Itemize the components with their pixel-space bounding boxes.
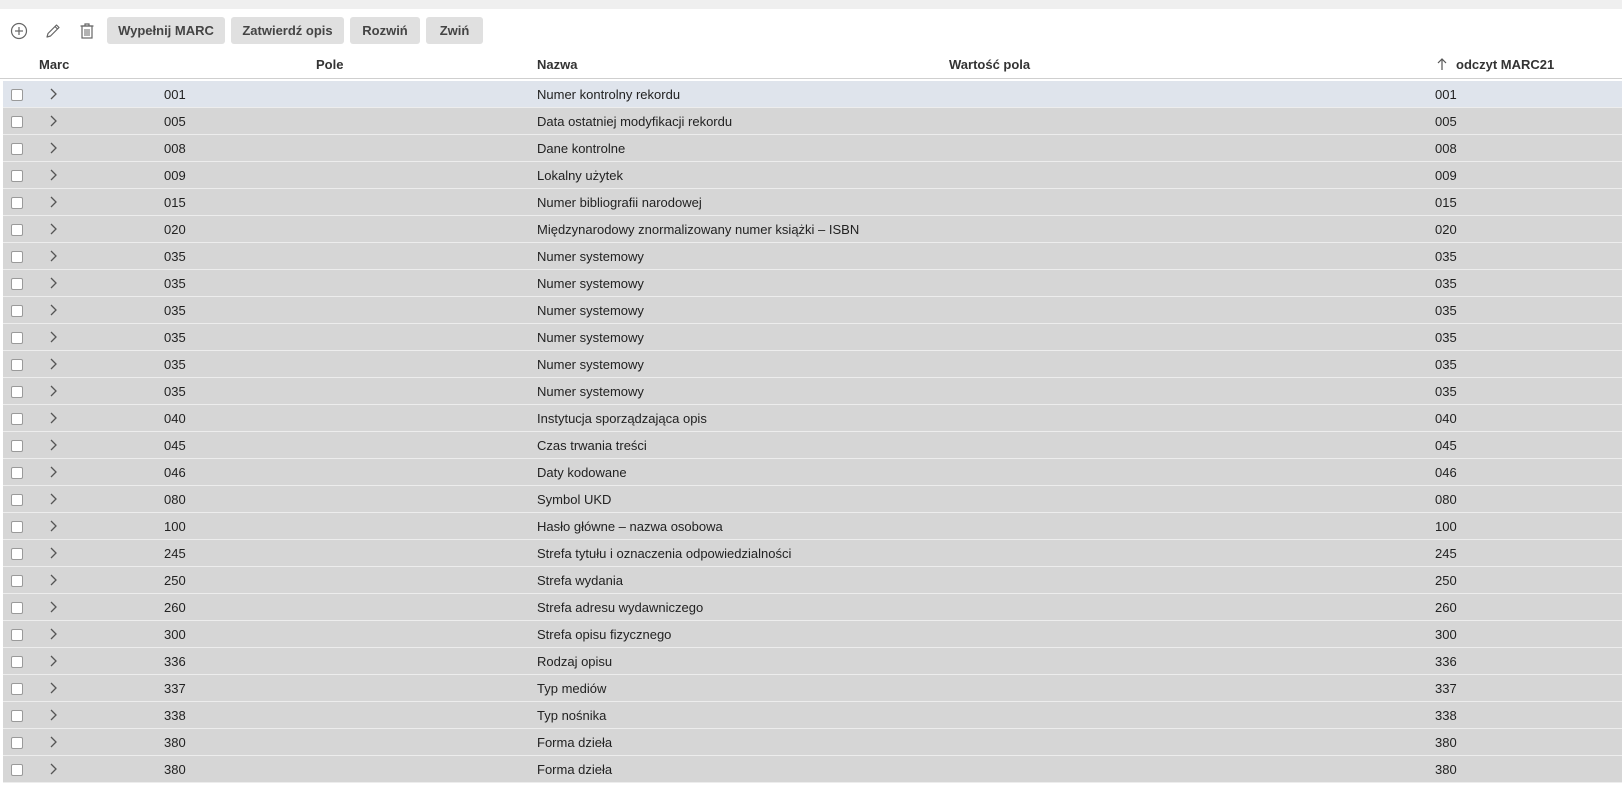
cell-pole: 380 (164, 762, 186, 777)
table-row[interactable] (3, 108, 1622, 135)
row-checkbox[interactable] (11, 575, 23, 587)
cell-pole: 035 (164, 357, 186, 372)
chevron-right-icon[interactable] (47, 762, 59, 776)
column-header-nazwa[interactable]: Nazwa (537, 57, 578, 72)
cell-odczyt: 046 (1435, 465, 1457, 480)
chevron-right-icon[interactable] (47, 492, 59, 506)
cell-nazwa: Lokalny użytek (537, 168, 623, 183)
cell-nazwa: Instytucja sporządzająca opis (537, 411, 707, 426)
cell-pole: 245 (164, 546, 186, 561)
chevron-right-icon[interactable] (47, 330, 59, 344)
cell-nazwa: Numer kontrolny rekordu (537, 87, 681, 102)
chevron-right-icon[interactable] (47, 384, 59, 398)
cell-nazwa: Typ mediów (537, 681, 607, 696)
column-header-odczyt[interactable]: odczyt MARC21 (1456, 57, 1555, 72)
cell-nazwa: Typ nośnika (537, 708, 607, 723)
table-row[interactable] (3, 189, 1622, 216)
top-strip (0, 0, 1622, 9)
table-header (0, 50, 1622, 79)
cell-pole: 035 (164, 303, 186, 318)
chevron-right-icon[interactable] (47, 573, 59, 587)
chevron-right-icon[interactable] (47, 708, 59, 722)
chevron-right-icon[interactable] (47, 195, 59, 209)
column-header-pole[interactable]: Pole (316, 57, 344, 72)
table-row[interactable] (3, 513, 1622, 540)
chevron-right-icon[interactable] (47, 546, 59, 560)
row-checkbox[interactable] (11, 602, 23, 614)
row-checkbox[interactable] (11, 251, 23, 263)
toolbar (0, 17, 1622, 45)
table-row[interactable] (3, 702, 1622, 729)
cell-pole: 300 (164, 627, 186, 642)
chevron-right-icon[interactable] (47, 681, 59, 695)
cell-pole: 009 (164, 168, 186, 183)
cell-nazwa: Numer bibliografii narodowej (537, 195, 702, 210)
cell-pole: 337 (164, 681, 186, 696)
cell-odczyt: 045 (1435, 438, 1457, 453)
table-row[interactable] (3, 81, 1622, 108)
row-checkbox[interactable] (11, 683, 23, 695)
chevron-right-icon[interactable] (47, 519, 59, 533)
cell-odczyt: 009 (1435, 168, 1457, 183)
table-row[interactable] (3, 567, 1622, 594)
table-row[interactable] (3, 351, 1622, 378)
cell-odczyt: 260 (1435, 600, 1457, 615)
row-checkbox[interactable] (11, 764, 23, 776)
cell-pole: 001 (164, 87, 186, 102)
confirm-description-button[interactable]: Zatwierdź opis (231, 17, 344, 44)
fill-marc-button[interactable]: Wypełnij MARC (107, 17, 225, 44)
row-checkbox[interactable] (11, 440, 23, 452)
row-checkbox[interactable] (11, 197, 23, 209)
cell-odczyt: 337 (1435, 681, 1457, 696)
cell-nazwa: Forma dzieła (537, 735, 613, 750)
add-circle-icon[interactable] (9, 21, 29, 41)
cell-nazwa: Strefa wydania (537, 573, 623, 588)
row-checkbox[interactable] (11, 224, 23, 236)
row-checkbox[interactable] (11, 710, 23, 722)
cell-pole: 250 (164, 573, 186, 588)
cell-pole: 035 (164, 330, 186, 345)
cell-pole: 020 (164, 222, 186, 237)
cell-pole: 046 (164, 465, 186, 480)
cell-odczyt: 015 (1435, 195, 1457, 210)
cell-odczyt: 380 (1435, 762, 1457, 777)
table-row[interactable] (3, 540, 1622, 567)
chevron-right-icon[interactable] (47, 141, 59, 155)
cell-nazwa: Numer systemowy (537, 384, 644, 399)
row-checkbox[interactable] (11, 548, 23, 560)
table-row[interactable] (3, 270, 1622, 297)
cell-pole: 380 (164, 735, 186, 750)
chevron-right-icon[interactable] (47, 465, 59, 479)
table-row[interactable] (3, 648, 1622, 675)
cell-pole: 005 (164, 114, 186, 129)
table-row[interactable] (3, 594, 1622, 621)
chevron-right-icon[interactable] (47, 222, 59, 236)
row-checkbox[interactable] (11, 521, 23, 533)
table-row[interactable] (3, 162, 1622, 189)
table-row[interactable] (3, 621, 1622, 648)
table-row[interactable] (3, 756, 1622, 783)
cell-nazwa: Hasło główne – nazwa osobowa (537, 519, 723, 534)
table-row[interactable] (3, 378, 1622, 405)
cell-nazwa: Rodzaj opisu (537, 654, 613, 669)
row-checkbox[interactable] (11, 737, 23, 749)
chevron-right-icon[interactable] (47, 627, 59, 641)
cell-nazwa: Czas trwania treści (537, 438, 647, 453)
table-row[interactable] (3, 297, 1622, 324)
cell-pole: 338 (164, 708, 186, 723)
row-checkbox[interactable] (11, 629, 23, 641)
cell-nazwa: Symbol UKD (537, 492, 612, 507)
cell-pole: 336 (164, 654, 186, 669)
cell-pole: 015 (164, 195, 186, 210)
cell-odczyt: 035 (1435, 384, 1457, 399)
row-checkbox[interactable] (11, 413, 23, 425)
cell-odczyt: 080 (1435, 492, 1457, 507)
row-checkbox[interactable] (11, 467, 23, 479)
row-checkbox[interactable] (11, 305, 23, 317)
cell-nazwa: Numer systemowy (537, 357, 644, 372)
cell-odczyt: 040 (1435, 411, 1457, 426)
cell-odczyt: 020 (1435, 222, 1457, 237)
cell-pole: 040 (164, 411, 186, 426)
cell-pole: 045 (164, 438, 186, 453)
row-checkbox[interactable] (11, 116, 23, 128)
cell-odczyt: 250 (1435, 573, 1457, 588)
table-row[interactable] (3, 729, 1622, 756)
chevron-right-icon[interactable] (47, 276, 59, 290)
cell-odczyt: 035 (1435, 357, 1457, 372)
cell-odczyt: 001 (1435, 87, 1457, 102)
cell-nazwa: Strefa tytułu i oznaczenia odpowiedzialności (537, 546, 792, 561)
cell-pole: 100 (164, 519, 186, 534)
row-checkbox[interactable] (11, 332, 23, 344)
table-body (3, 81, 1622, 783)
table-row[interactable] (3, 486, 1622, 513)
sort-ascending-icon[interactable] (1436, 57, 1448, 71)
cell-odczyt: 338 (1435, 708, 1457, 723)
row-checkbox[interactable] (11, 143, 23, 155)
cell-nazwa: Numer systemowy (537, 276, 644, 291)
table-row[interactable] (3, 243, 1622, 270)
table-row[interactable] (3, 675, 1622, 702)
row-checkbox[interactable] (11, 89, 23, 101)
table-row[interactable] (3, 432, 1622, 459)
cell-pole: 260 (164, 600, 186, 615)
cell-odczyt: 100 (1435, 519, 1457, 534)
cell-odczyt: 035 (1435, 330, 1457, 345)
expand-button[interactable]: Rozwiń (350, 17, 420, 44)
row-checkbox[interactable] (11, 278, 23, 290)
cell-odczyt: 035 (1435, 249, 1457, 264)
table-row[interactable] (3, 459, 1622, 486)
chevron-right-icon[interactable] (47, 411, 59, 425)
trash-icon[interactable] (77, 21, 97, 41)
chevron-right-icon[interactable] (47, 600, 59, 614)
cell-nazwa: Strefa adresu wydawniczego (537, 600, 704, 615)
table-row[interactable] (3, 405, 1622, 432)
cell-odczyt: 245 (1435, 546, 1457, 561)
row-checkbox[interactable] (11, 170, 23, 182)
chevron-right-icon[interactable] (47, 303, 59, 317)
row-checkbox[interactable] (11, 359, 23, 371)
chevron-right-icon[interactable] (47, 438, 59, 452)
cell-pole: 035 (164, 276, 186, 291)
cell-pole: 008 (164, 141, 186, 156)
cell-nazwa: Forma dzieła (537, 762, 613, 777)
row-checkbox[interactable] (11, 656, 23, 668)
collapse-button[interactable]: Zwiń (426, 17, 483, 44)
chevron-right-icon[interactable] (47, 654, 59, 668)
table-row[interactable] (3, 135, 1622, 162)
chevron-right-icon[interactable] (47, 249, 59, 263)
chevron-right-icon[interactable] (47, 357, 59, 371)
cell-pole: 035 (164, 384, 186, 399)
chevron-right-icon[interactable] (47, 735, 59, 749)
column-header-wartosc[interactable]: Wartość pola (949, 57, 1031, 72)
table-row[interactable] (3, 324, 1622, 351)
column-header-marc[interactable]: Marc (39, 57, 70, 72)
cell-odczyt: 008 (1435, 141, 1457, 156)
chevron-right-icon[interactable] (47, 168, 59, 182)
table-row[interactable] (3, 216, 1622, 243)
cell-pole: 080 (164, 492, 186, 507)
cell-pole: 035 (164, 249, 186, 264)
chevron-right-icon[interactable] (47, 87, 59, 101)
cell-odczyt: 380 (1435, 735, 1457, 750)
cell-odczyt: 035 (1435, 303, 1457, 318)
cell-odczyt: 300 (1435, 627, 1457, 642)
cell-nazwa: Numer systemowy (537, 330, 644, 345)
row-checkbox[interactable] (11, 386, 23, 398)
pencil-icon[interactable] (43, 21, 63, 41)
row-checkbox[interactable] (11, 494, 23, 506)
cell-nazwa: Daty kodowane (537, 465, 627, 480)
cell-nazwa: Dane kontrolne (537, 141, 626, 156)
cell-nazwa: Strefa opisu fizycznego (537, 627, 672, 642)
cell-odczyt: 336 (1435, 654, 1457, 669)
cell-nazwa: Międzynarodowy znormalizowany numer książki – ISBN (537, 222, 860, 237)
cell-odczyt: 005 (1435, 114, 1457, 129)
cell-odczyt: 035 (1435, 276, 1457, 291)
chevron-right-icon[interactable] (47, 114, 59, 128)
cell-nazwa: Data ostatniej modyfikacji rekordu (537, 114, 733, 129)
cell-nazwa: Numer systemowy (537, 249, 644, 264)
cell-nazwa: Numer systemowy (537, 303, 644, 318)
